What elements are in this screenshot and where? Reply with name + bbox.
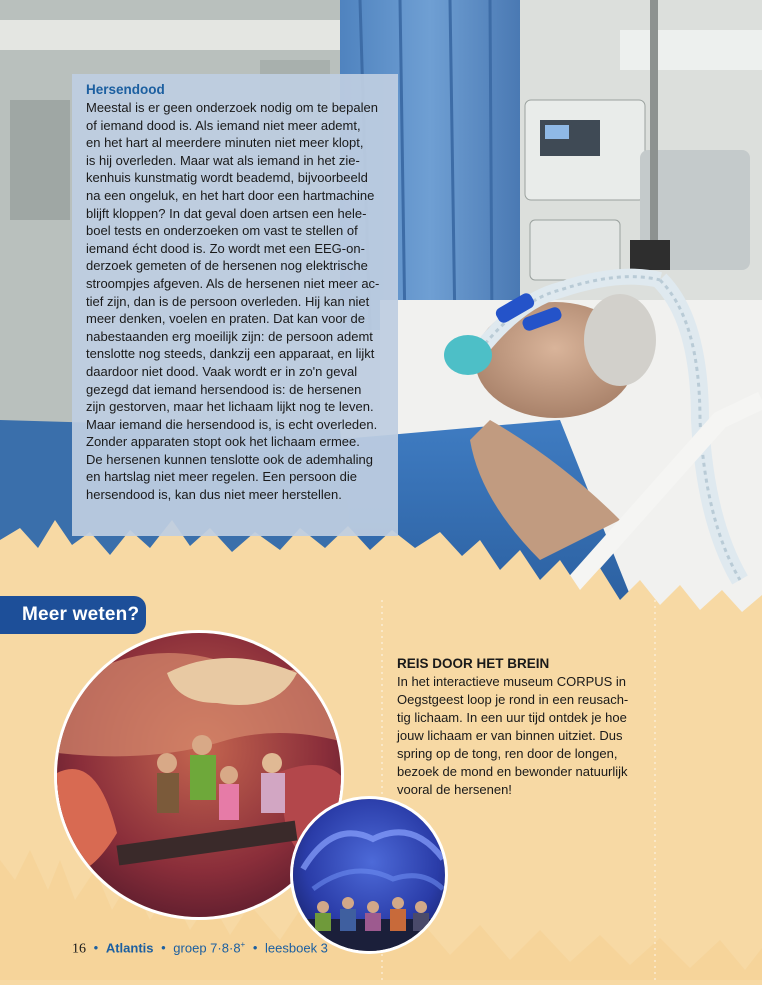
article-line: Meestal is er geen onderzoek nodig om te bepalen [86,100,378,115]
info-line: In het interactieve museum CORPUS in [397,674,627,689]
museum-photo-small [290,796,448,954]
article-line: is hij overleden. Maar wat als iemand in het zie- [86,152,360,168]
footer-group: groep 7 [173,940,218,956]
article-line: of iemand dood is. Als iemand niet meer ademt, [86,117,361,133]
article-line: en hartslag niet meer regelen. Een persoon die [86,469,358,485]
info-line: vooral de hersenen! [397,782,512,797]
article-line: kenhuis kunstmatig wordt beademd, bijvoorbeeld [86,170,368,186]
info-line: spring op de tong, ren door de longen, [397,746,618,761]
article-body [86,99,384,504]
info-body [397,673,667,799]
info-line: bezoek de mond en bewonder natuurlijk [397,764,628,779]
article-line: daardoor niet dood. Vaak wordt er in zo'n geval [86,363,358,379]
article-line: gezegd dat iemand hersendood is: de hersenen [86,381,362,397]
article-line: nabestaanden erg moeilijk zijn: de persoon ademt [86,328,373,344]
article-line: iemand écht dood is. Zo wordt met een EEG-on- [86,240,365,256]
article-line: zijn gestorven, maar het lichaam lijkt nog te leven. [86,399,374,415]
footer-book: leesboek 3 [265,940,328,956]
article-line: tief zijn, dan is de persoon overleden. Hij kan niet [86,293,370,309]
page-footer: 16 • Atlantis • groep 7·8·8+ • leesboek 3 [72,940,328,957]
footer-group-8plus: 8 [233,940,241,956]
footer-sup: + [240,940,246,949]
article-line: Zonder apparaten stopt ook het lichaam ermee. [86,434,360,450]
meer-weten-badge: Meer weten? [0,596,146,634]
info-line: jouw lichaam er van binnen uitziet. Dus [397,728,623,743]
article-line: Maar iemand die hersendood is, is echt overleden. [86,416,378,432]
article-line: derzoek gemeten of de hersenen nog elektrische [86,258,368,274]
footer-brand: Atlantis [105,940,154,956]
info-block [397,655,667,799]
article-box [72,74,398,536]
article-line: hersendood is, kan dus niet meer herstellen. [86,487,342,503]
article-line: na een ongeluk, en het hart door een hartmachine [86,187,375,203]
article-line: tenslotte nog steeds, dankzij een apparaat, en lijkt [86,346,375,362]
article-line: meer denken, voelen en praten. Dat kan voor de [86,311,365,327]
article-line: blijft kloppen? In dat geval doen artsen een hele- [86,205,367,221]
article-line: boel tests en onderzoeken om vast te stellen of [86,223,358,239]
info-title: REIS DOOR HET BREIN [397,656,550,671]
article-line: De hersenen kunnen tenslotte ook de ademhaling [86,451,373,467]
article-title: Hersendood [86,82,165,97]
article-line: stroompjes afgeven. Als de hersenen niet meer ac- [86,275,380,291]
article-line: en het hart al meerdere minuten niet meer klopt, [86,135,364,151]
page-number: 16 [72,941,86,957]
info-line: tig lichaam. In een uur tijd ontdek je hoe [397,710,627,725]
footer-group-8: 8 [221,940,229,956]
info-line: Oegstgeest loop je rond in een reusach- [397,692,629,707]
